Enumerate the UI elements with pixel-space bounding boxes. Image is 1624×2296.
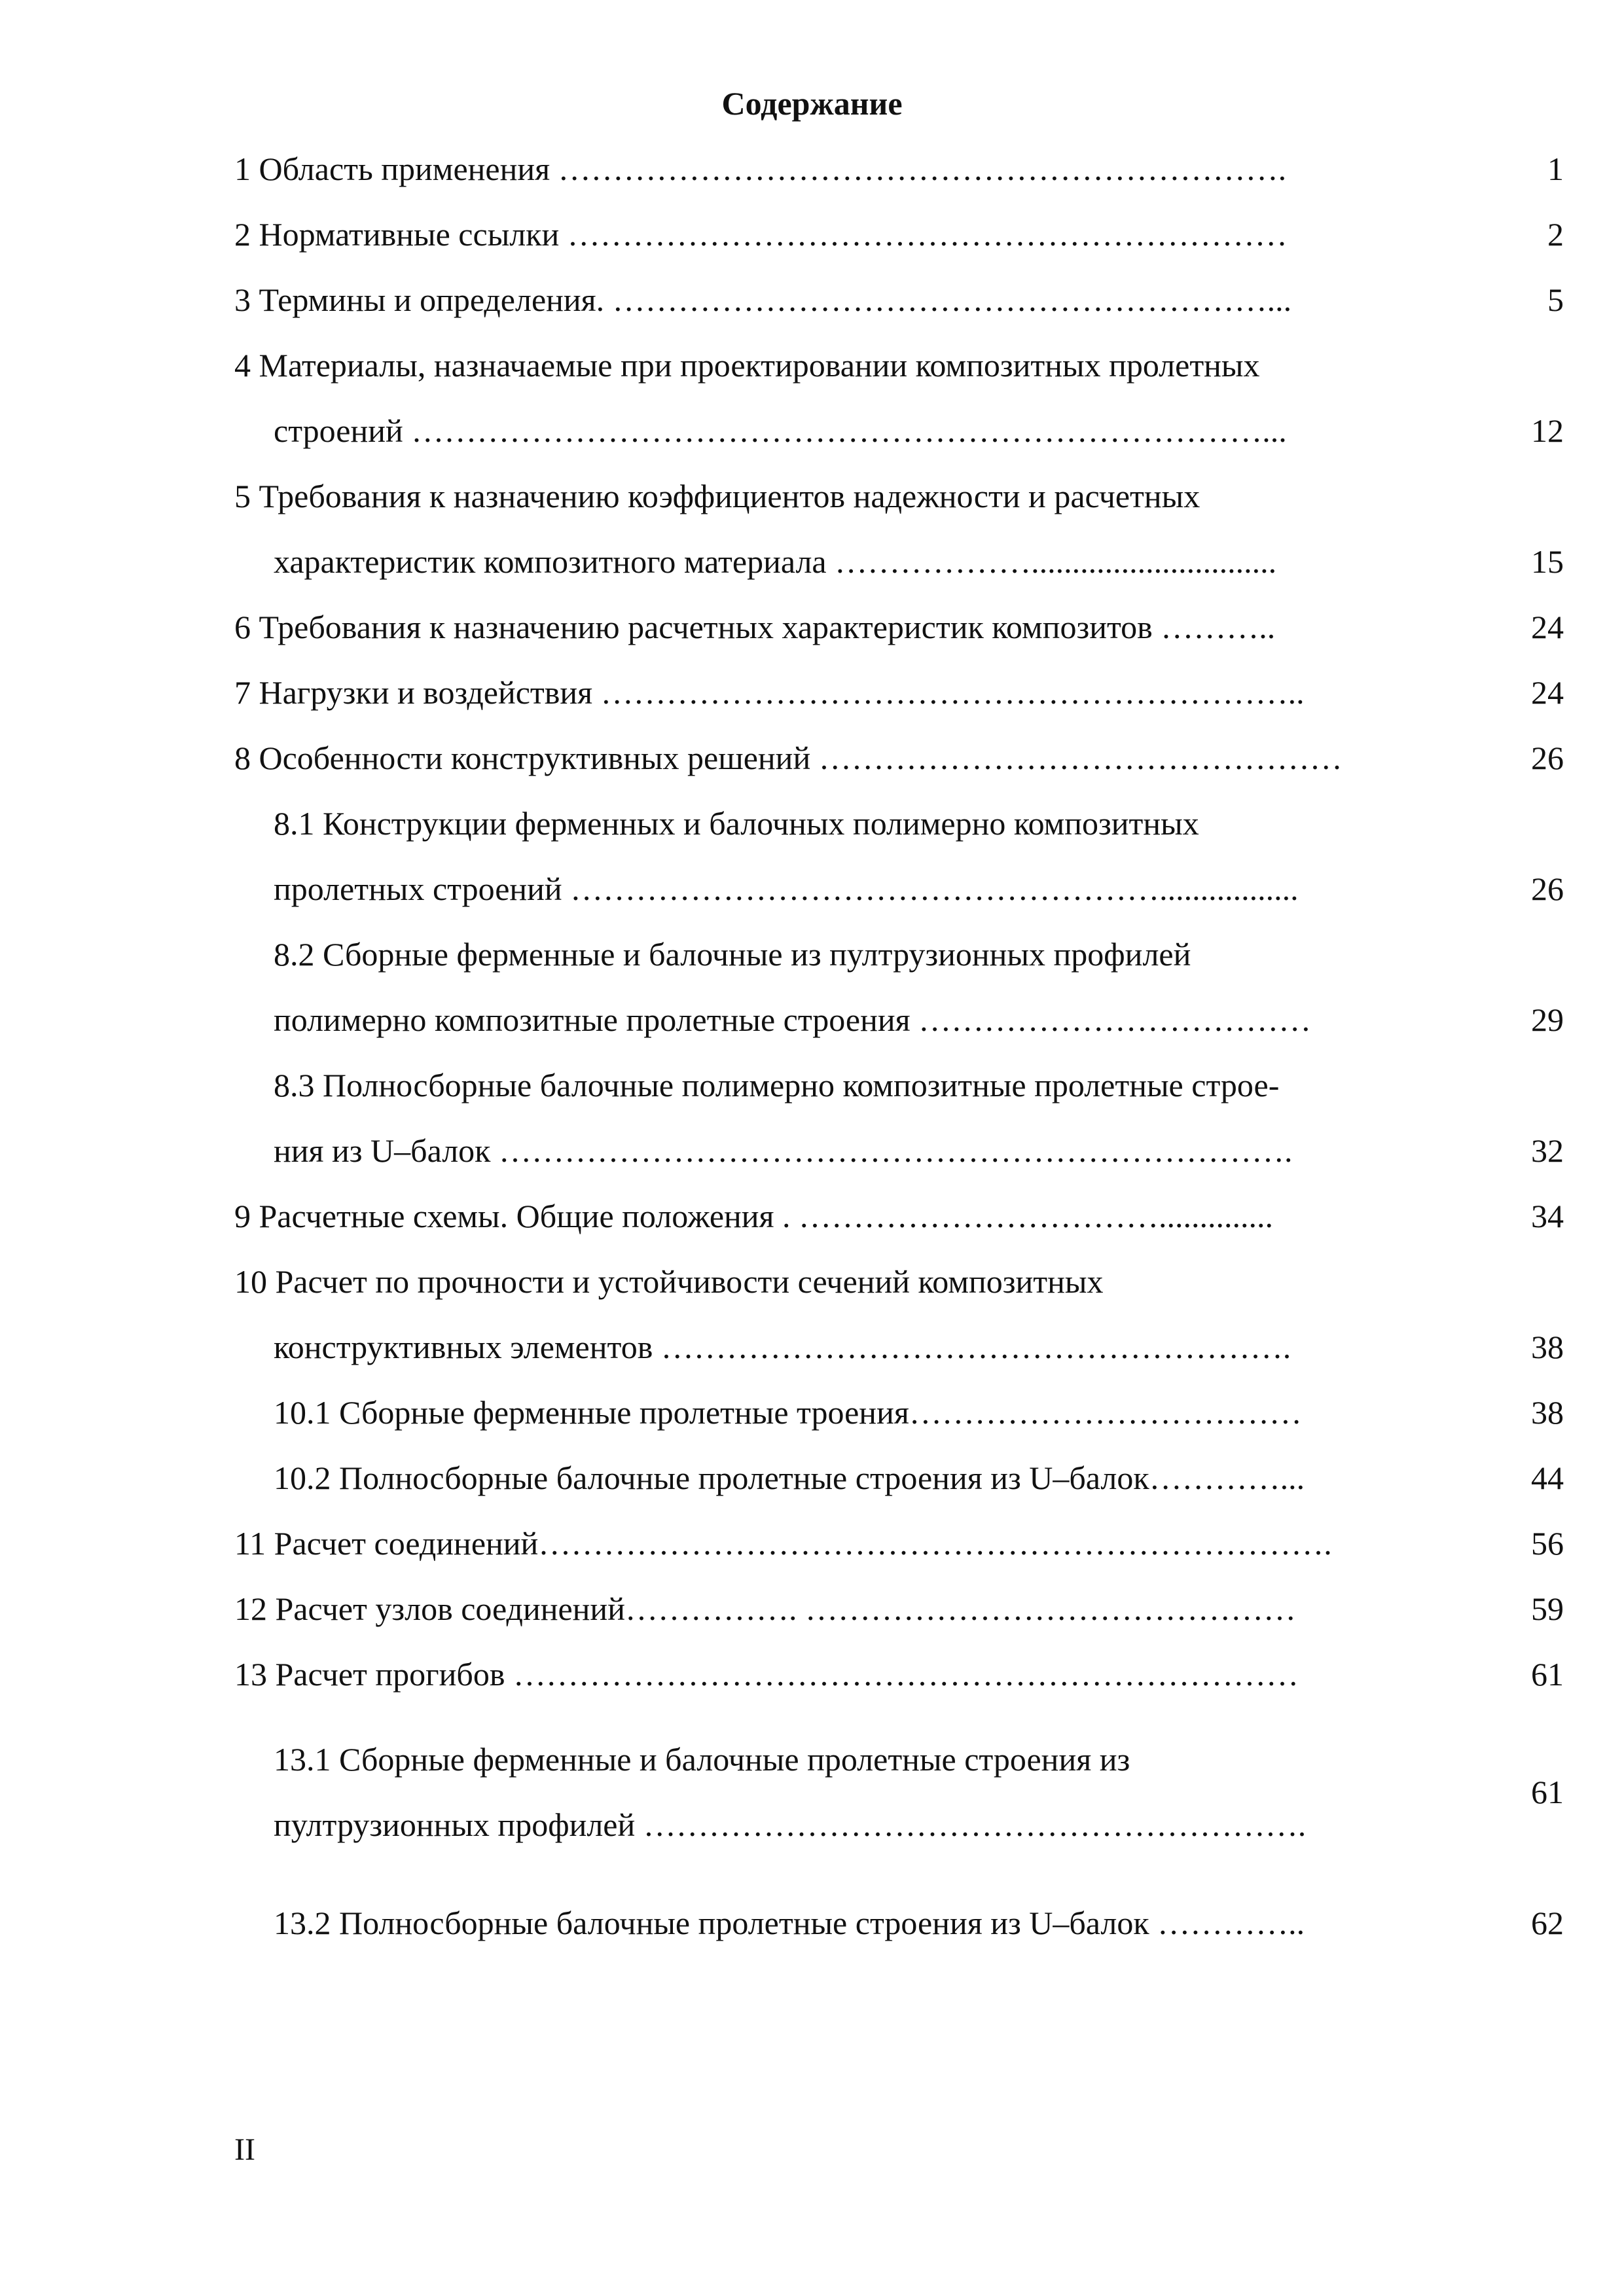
toc-page-number: 56 [1531,1525,1564,1562]
toc-entry-text: 2 Нормативные ссылки ………………………………………………………… [234,216,1288,253]
toc-entry-text: 10 Расчет по прочности и устойчивости сечений композитных [234,1263,1104,1300]
toc-entry-text-continued: конструктивных элементов …………………………………………………. [274,1329,1291,1365]
toc-page-number: 32 [1531,1132,1564,1169]
toc-entry-text-continued: пултрузионных профилей ……………………………………………………. [274,1806,1307,1843]
toc-entry-text: 8.2 Сборные ферменные и балочные из пултрузионных профилей [274,936,1191,973]
toc-page-number: 59 [1531,1590,1564,1627]
toc-page-number: 24 [1531,674,1564,711]
toc-page-number: 61 [1531,1656,1564,1693]
toc-entry-text: 13 Расчет прогибов ……………………………………………………………… [234,1656,1299,1693]
toc-page-number: 2 [1547,216,1564,253]
toc-entry-text: 7 Нагрузки и воздействия ……………………………………………………….. [234,674,1305,711]
toc-page-number: 44 [1531,1460,1564,1496]
toc-entry-text-continued: пролетных строений ………………………………………………................. [274,870,1299,907]
toc-page-number: 34 [1531,1198,1564,1234]
toc-page-number: 26 [1531,870,1564,907]
toc-entry-text-continued: полимерно композитные пролетные строения ……………………………… [274,1001,1312,1038]
toc-entry-text: 13.1 Сборные ферменные и балочные пролетные строения из [274,1741,1130,1778]
toc-page-number: 5 [1547,281,1564,318]
toc-entry-text-continued: строений ……………………………………………………………………... [274,412,1287,449]
toc-page-number: 26 [1531,740,1564,776]
page-title: Содержание [721,85,903,122]
toc-page-number: 62 [1531,1905,1564,1941]
toc-page-number: 15 [1531,543,1564,580]
toc-page-number: 38 [1531,1394,1564,1431]
toc-entry-text: 3 Термины и определения. ……………………………………………………... [234,281,1292,318]
toc-page-number: 61 [1531,1774,1564,1810]
toc-entry-text: 4 Материалы, назначаемые при проектировании композитных пролетных [234,347,1260,384]
toc-entry-text: 8.3 Полносборные балочные полимерно композитные пролетные строе- [274,1067,1280,1103]
toc-page-number: 24 [1531,609,1564,645]
toc-entry-text-continued: характеристик композитного материала ……………….............................. [274,543,1277,580]
toc-entry-text-continued: ния из U–балок ………………………………………………………………. [274,1132,1293,1169]
toc-page-number: 12 [1531,412,1564,449]
toc-entry-text: 12 Расчет узлов соединений……………. ……………………………………… [234,1590,1296,1627]
footer-page-number: II [234,2132,255,2167]
toc-entry-text: 8.1 Конструкции ферменных и балочных полимерно композитных [274,805,1199,842]
toc-page-number: 29 [1531,1001,1564,1038]
toc-page-number: 38 [1531,1329,1564,1365]
toc-entry-text: 6 Требования к назначению расчетных характеристик композитов ……….. [234,609,1276,645]
toc-entry-text: 9 Расчетные схемы. Общие положения . …………………………….............. [234,1198,1274,1234]
toc-entry-text: 10.2 Полносборные балочные пролетные строения из U–балок…………... [274,1460,1305,1496]
toc-entry-text: 10.1 Сборные ферменные пролетные троения……………………………… [274,1394,1302,1431]
toc-entry-text: 11 Расчет соединений………………………………………………………………. [234,1525,1332,1562]
toc-entry-text: 1 Область применения …………………………………………………………. [234,151,1287,187]
toc-entry-text: 8 Особенности конструктивных решений ………………………………………… [234,740,1343,776]
toc-entry-text: 5 Требования к назначению коэффициентов надежности и расчетных [234,478,1200,514]
toc-page-number: 1 [1547,151,1564,187]
toc-entry-text: 13.2 Полносборные балочные пролетные строения из U–балок ………….. [274,1905,1305,1941]
